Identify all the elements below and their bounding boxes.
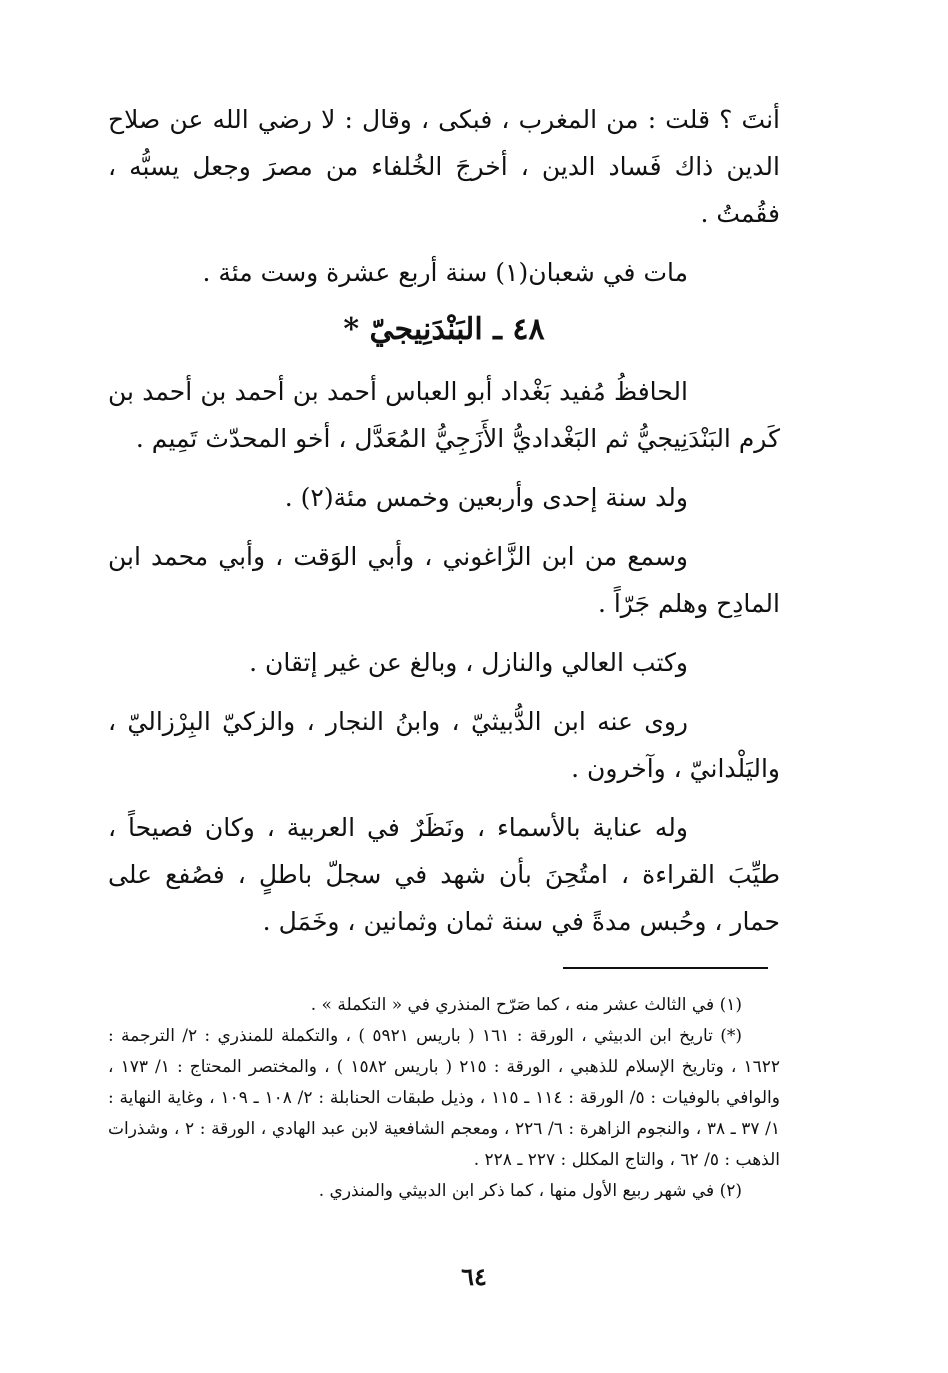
paragraph-name: الحافظُ مُفيد بَغْداد أبو العباس أحمد بن أحمد بن أحمد بن كَرم البَنْدَنِيجيُّ ثم البَغْداديُّ الأَزَجِيُّ المُعَدَّل ، أخو المحدّث تَمِيم . (108, 377, 780, 453)
paragraph-death: مات في شعبان(١) سنة أربع عشرة وست مئة . (202, 258, 688, 287)
paragraph-1: أنتَ ؟ قلت : من المغرب ، فبكى ، وقال : لا رضي الله عن صلاح الدين ذاك فَساد الدين ، أخرجَ الخُلفاء من مصرَ وجعل يسبُّه ، فقُمتُ . (108, 105, 780, 228)
paragraph-birth: ولد سنة إحدى وأربعين وخمس مئة(٢) . (284, 483, 688, 512)
footnotes (108, 990, 780, 1207)
footnote-divider (563, 967, 768, 969)
footnote-1: (١) في الثالث عشر منه ، كما صَرّح المنذري في « التكملة » . (310, 995, 742, 1015)
paragraph-heard: وسمع من ابن الزَّاغوني ، وأبي الوَقت ، وأبي محمد ابن المادِح وهلم جَرّاً . (108, 542, 780, 618)
footnote-sources: (*) تاريخ ابن الدبيثي ، الورقة : ١٦١ ( باريس ٥٩٢١ ) ، والتكملة للمنذري : ٢/ الترجمة : ١٦٢٢ ، وتاريخ الإسلام للذهبي ، الورقة : ٢١٥ ( باريس ١٥٨٢ ) ، والمختصر المحتاج : ١/ ١٧٣ ، والوافي بالوفيات : ٥/ الورقة : ١١٤ ـ ١١٥ ، وذيل طبقات الحنابلة : ٢/ ١٠٨ ـ ١٠٩ ، وغاية النهاية : ١/ ٣٧ ـ ٣٨ ، والنجوم الزاهرة : ٦/ ٢٢٦ ، ومعجم الشافعية لابن عبد الهادي ، الورقة : ٢ ، وشذرات الذهب : ٥/ ٦٢ ، والتاج المكلل : ٢٢٧ ـ ٢٢٨ . (108, 1026, 781, 1170)
paragraph-wrote: وكتب العالي والنازل ، وبالغ عن غير إتقان . (249, 648, 688, 677)
footnote-2: (٢) في شهر ربيع الأول منها ، كما ذكر ابن الدبيثي والمنذري . (318, 1181, 742, 1201)
page-number: ٦٤ (461, 1262, 487, 1291)
paragraph-character: وله عناية بالأسماء ، ونَظَرٌ في العربية ، وكان فصيحاً ، طيِّبَ القراءة ، امتُحِنَ بأن شهد في سجلّ باطلٍ ، فصُفع على حمار ، وحُبس مدةً في سنة ثمان وثمانين ، وخَمَل . (108, 813, 780, 936)
paragraph-narrators: روى عنه ابن الدُّبيثيّ ، وابنُ النجار ، والزكيّ البِرْزاليّ ، واليَلْدانيّ ، وآخرون . (108, 707, 780, 783)
entry-heading: ٤٨ ـ البَنْدَنِيجيّ * (343, 312, 545, 347)
main-text (108, 96, 780, 957)
